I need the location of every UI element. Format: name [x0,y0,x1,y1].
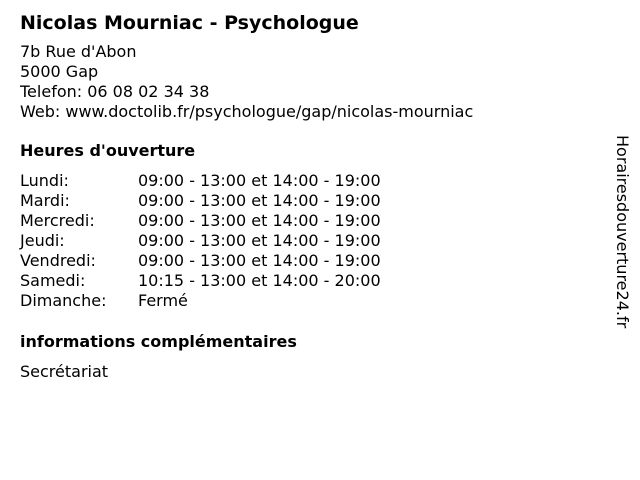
hours-time: 09:00 - 13:00 et 14:00 - 19:00 [138,211,381,230]
hours-time: 09:00 - 13:00 et 14:00 - 19:00 [138,191,381,210]
hours-day: Mercredi: [20,211,95,230]
business-card [20,10,600,382]
hours-time: 09:00 - 13:00 et 14:00 - 19:00 [138,231,381,250]
address-city: 5000 Gap [20,62,99,81]
hours-row-lundi [20,171,600,191]
hours-row-mercredi [20,211,600,231]
hours-day: Jeudi: [20,231,65,250]
page-title: Nicolas Mourniac - Psychologue [20,12,359,34]
extra-info-text: Secrétariat [20,362,109,381]
opening-hours-table [20,171,600,311]
phone-number: Telefon: 06 08 02 34 38 [20,82,210,101]
contact-block [20,42,600,122]
hours-time: 09:00 - 13:00 et 14:00 - 19:00 [138,251,381,270]
extra-info-heading: informations complémentaires [20,332,297,351]
hours-day: Lundi: [20,171,69,190]
hours-day: Vendredi: [20,251,96,270]
hours-day: Samedi: [20,271,86,290]
hours-row-samedi [20,271,600,291]
site-watermark: Horairesdouverture24.fr [613,135,632,329]
address-street: 7b Rue d'Abon [20,42,137,61]
hours-time: 09:00 - 13:00 et 14:00 - 19:00 [138,171,381,190]
hours-row-jeudi [20,231,600,251]
website-link[interactable]: Web: www.doctolib.fr/psychologue/gap/nicolas-mourniac [20,102,474,121]
hours-time: Fermé [138,291,188,310]
opening-hours-heading: Heures d'ouverture [20,141,196,160]
hours-row-dimanche [20,291,600,311]
hours-row-mardi [20,191,600,211]
hours-row-vendredi [20,251,600,271]
hours-time: 10:15 - 13:00 et 14:00 - 20:00 [138,271,381,290]
hours-day: Mardi: [20,191,70,210]
hours-day: Dimanche: [20,291,107,310]
